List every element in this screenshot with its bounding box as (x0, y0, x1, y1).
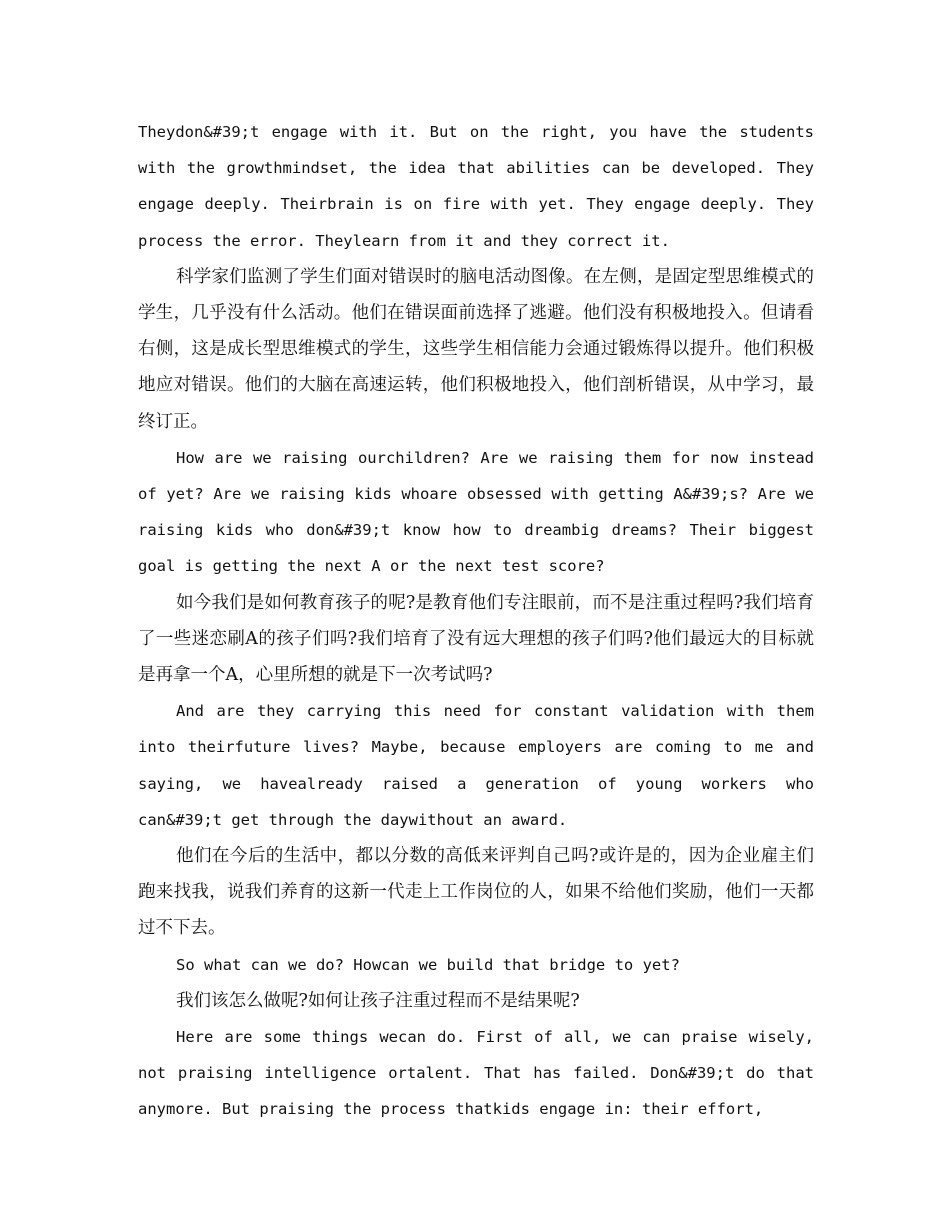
paragraph-chinese-4: 我们该怎么做呢?如何让孩子注重过程而不是结果呢? (176, 990, 580, 1011)
paragraph-chinese-2: 如今我们是如何教育孩子的呢?是教育他们专注眼前，而不是注重过程吗?我们培育了一些迷恋刷A的孩子们吗?我们培育了没有远大理想的孩子们吗?他们最远大的目标就是再拿一个A，心里所想的就是下一次考试吗? (138, 592, 814, 686)
paragraph-english-1: Theydon&#39;t engage with it. But on the right, you have the students with the growthmindset, the idea that abilities can be developed. They engage deeply. Theirbrain is on fire with yet. They engage deeply. They process the error. Theylearn from it and they correct it. (138, 123, 814, 250)
document-body (138, 114, 814, 1128)
paragraph-chinese-1: 科学家们监测了学生们面对错误时的脑电活动图像。在左侧，是固定型思维模式的学生，几乎没有什么活动。他们在错误面前选择了逃避。他们没有积极地投入。但请看右侧，这是成长型思维模式的学生，这些学生相信能力会通过锻炼得以提升。他们积极地应对错误。他们的大脑在高速运转，他们积极地投入，他们剖析错误，从中学习，最终订正。 (138, 266, 814, 432)
paragraph-english-5: Here are some things wecan do. First of all, we can praise wisely, not praising intelligence ortalent. That has failed. Don&#39;t do that anymore. But praising the process thatkids engage in: their effort, (138, 1028, 814, 1119)
paragraph-english-2: How are we raising ourchildren? Are we raising them for now instead of yet? Are we raising kids whoare obsessed with getting A&#39;s? Are we raising kids who don&#39;t know how to dreambig dreams? Their biggest goal is getting the next A or the next test score? (138, 448, 814, 576)
paragraph-english-4: So what can we do? Howcan we build that bridge to yet? (176, 955, 680, 974)
paragraph-english-3: And are they carrying this need for constant validation with them into theirfuture lives? Maybe, because employers are coming to me and saying, we havealready raised a generation of young workers who can&#39;t get through the daywithout an award. (138, 702, 814, 829)
paragraph-chinese-3: 他们在今后的生活中，都以分数的高低来评判自己吗?或许是的，因为企业雇主们跑来找我，说我们养育的这新一代走上工作岗位的人，如果不给他们奖励，他们一天都过不下去。 (138, 846, 814, 939)
